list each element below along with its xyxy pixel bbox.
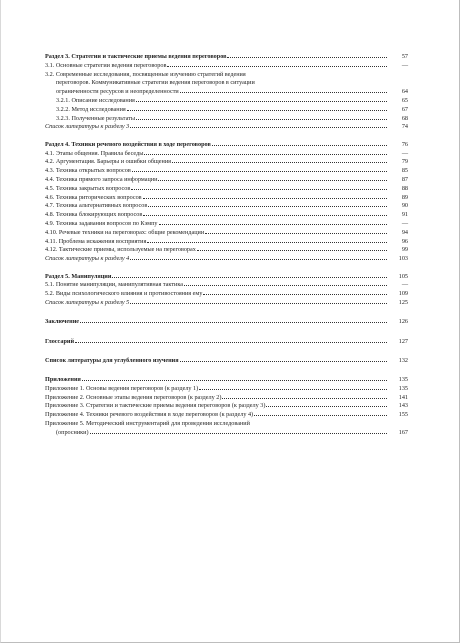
toc-entry-multiline — [45, 71, 408, 97]
entry-title: Приложение 3. Стратегии и тактические приемы ведения переговоров (к разделу 3) — [45, 402, 266, 410]
entry-title: 3.2.2. Метод исследования — [56, 105, 126, 113]
page-number: 109 — [398, 290, 408, 298]
entry-title: Список литературы к разделу 4 — [45, 255, 130, 263]
page-number: 135 — [398, 376, 408, 384]
dot-leader — [144, 154, 387, 155]
toc-entry — [45, 62, 408, 71]
section-title: Раздел 4. Техники речевого воздействия в ходе переговоров — [45, 140, 211, 148]
dot-leader — [203, 294, 387, 295]
entry-title: Приложение 4. Техники речевого воздействия в ходе переговоров (к разделу 4) — [45, 411, 254, 419]
page-number: 74 — [401, 123, 408, 131]
entry-title-line: (опросники) — [56, 428, 89, 436]
dot-leader — [112, 277, 387, 278]
dot-leader — [131, 189, 387, 190]
toc-references-entry — [45, 123, 408, 132]
page-number: 68 — [401, 114, 408, 122]
page-number: 132 — [398, 356, 408, 364]
dot-leader — [143, 215, 387, 216]
entry-title: 3.1. Основные стратегии ведения переговоров — [45, 61, 167, 69]
toc-glossary — [45, 338, 408, 347]
dot-leader — [212, 145, 387, 146]
dot-leader — [184, 285, 387, 286]
dot-leader — [172, 162, 387, 163]
toc-entry — [45, 290, 408, 299]
page-number: 88 — [401, 184, 408, 192]
dot-leader — [136, 101, 387, 102]
toc-section-5-heading — [45, 273, 408, 282]
page-number: 105 — [398, 272, 408, 280]
page-number: 143 — [398, 402, 408, 410]
section-title: Раздел 3. Стратегии и тактические приемы ведения переговоров — [45, 53, 227, 60]
page-number: 127 — [398, 337, 408, 345]
toc-conclusion — [45, 318, 408, 327]
dot-leader — [148, 206, 387, 207]
section-title: Приложения — [45, 376, 81, 384]
page-number: 167 — [398, 428, 408, 436]
entry-title-line: ограниченности ресурсов и неопределенности — [56, 88, 179, 96]
entry-title: 4.7. Техника альтернативных вопросов — [45, 202, 148, 210]
toc-entry — [45, 281, 408, 290]
toc-further-reading — [45, 357, 408, 366]
page-number: 76 — [401, 140, 408, 148]
dot-leader — [180, 92, 387, 93]
dot-leader — [143, 198, 387, 199]
toc-entry — [45, 158, 408, 167]
toc-entry — [45, 246, 408, 255]
dot-leader — [167, 66, 387, 67]
toc-entry — [45, 167, 408, 176]
toc-subentry — [45, 115, 408, 124]
entry-title-line: 3.2. Современные исследования, посвященные изучению стратегий ведения — [45, 70, 246, 78]
entry-title: 3.2.3. Полученные результаты — [56, 114, 136, 122]
table-of-contents — [45, 53, 408, 438]
page-number: 99 — [401, 246, 408, 254]
dot-leader — [222, 398, 387, 399]
dot-leader — [205, 233, 387, 234]
page-number: 67 — [401, 105, 408, 113]
dot-leader — [180, 361, 387, 362]
page-number: 126 — [398, 318, 408, 326]
page-number: — — [401, 219, 408, 227]
page-number: 57 — [401, 53, 408, 60]
page-number: 91 — [401, 211, 408, 219]
page-number: 141 — [398, 393, 408, 401]
entry-title: 4.10. Речевые техники на переговорах: общие рекомендации — [45, 228, 205, 236]
dot-leader — [158, 180, 387, 181]
chapter-title: Заключение — [45, 318, 80, 326]
toc-section-3-heading — [45, 53, 408, 62]
toc-appendices-heading — [45, 376, 408, 385]
entry-title: 4.6. Техника риторических вопросов — [45, 193, 142, 201]
toc-appendix-entry — [45, 394, 408, 403]
page-number: 89 — [401, 193, 408, 201]
toc-entry — [45, 229, 408, 238]
page-number: 90 — [401, 202, 408, 210]
dot-leader — [266, 406, 387, 407]
dot-leader — [227, 57, 387, 58]
entry-title: 4.8. Техника блокирующих вопросов — [45, 211, 143, 219]
entry-title: Приложение 1. Основы ведения переговоров (к разделу 1) — [45, 384, 199, 392]
toc-entry — [45, 194, 408, 203]
page-number: 96 — [401, 237, 408, 245]
entry-title: 4.5. Техника закрытых вопросов — [45, 184, 131, 192]
page-number: 65 — [401, 96, 408, 104]
dot-leader — [159, 224, 388, 225]
page-number: 79 — [401, 158, 408, 166]
toc-appendix-entry — [45, 402, 408, 411]
toc-entry — [45, 202, 408, 211]
page-number: 64 — [401, 88, 408, 96]
toc-section-4-heading — [45, 141, 408, 150]
entry-title: Список литературы к разделу 3 — [45, 123, 130, 131]
entry-title-line: Приложение 5. Методический инструментарий для проведения исследований — [45, 420, 250, 428]
dot-leader — [199, 389, 387, 390]
entry-title: 4.2. Аргументация. Барьеры и ошибки общения — [45, 158, 172, 166]
chapter-title: Глоссарий — [45, 337, 75, 345]
entry-title: 4.12. Тактические приемы, используемые на переговорах — [45, 246, 196, 254]
page-number: 155 — [398, 411, 408, 419]
dot-leader — [82, 380, 387, 381]
entry-title-line: переговоров. Коммуникативные стратегии ведения переговоров в ситуации — [56, 79, 255, 87]
entry-title: 4.3. Техника открытых вопросов — [45, 167, 131, 175]
dot-leader — [130, 127, 387, 128]
toc-references-entry — [45, 255, 408, 264]
page-number: 103 — [398, 255, 408, 263]
toc-entry — [45, 220, 408, 229]
entry-title: Список литературы к разделу 5 — [45, 298, 130, 306]
entry-title: 4.4. Техника прямого запроса информации — [45, 175, 158, 183]
section-title: Раздел 5. Манипуляции — [45, 272, 112, 280]
toc-entry — [45, 150, 408, 159]
toc-entry — [45, 211, 408, 220]
dot-leader — [136, 119, 387, 120]
toc-subentry — [45, 97, 408, 106]
dot-leader — [130, 259, 387, 260]
dot-leader — [130, 303, 387, 304]
toc-references-entry — [45, 299, 408, 308]
toc-appendix-entry — [45, 385, 408, 394]
toc-subentry — [45, 106, 408, 115]
dot-leader — [132, 171, 387, 172]
entry-title: 5.1. Понятие манипуляции, манипулятивная тактика — [45, 281, 184, 289]
page-number: 135 — [398, 384, 408, 392]
dot-leader — [147, 242, 387, 243]
dot-leader — [90, 433, 387, 434]
page-number: 94 — [401, 228, 408, 236]
dot-leader — [254, 415, 387, 416]
page-number: 87 — [401, 175, 408, 183]
toc-entry — [45, 238, 408, 247]
page-number: 125 — [398, 298, 408, 306]
toc-entry — [45, 176, 408, 185]
dot-leader — [80, 322, 387, 323]
entry-title: 3.2.1. Описание исследования — [56, 96, 135, 104]
page-number: 85 — [401, 167, 408, 175]
dot-leader — [127, 110, 387, 111]
entry-title: 4.11. Проблема искажения восприятия — [45, 237, 147, 245]
toc-appendix-entry — [45, 411, 408, 420]
entry-title: 4.1. Этапы общения. Правила беседы — [45, 149, 144, 157]
page-number: — — [401, 149, 408, 157]
page-number: — — [401, 281, 408, 289]
dot-leader — [197, 250, 387, 251]
entry-title: 5.2. Виды психологического влияния и противостояния ему — [45, 290, 203, 298]
chapter-title: Список литературы для углубленного изучения — [45, 356, 179, 364]
toc-appendix-entry-multiline — [45, 420, 408, 438]
page-number: — — [401, 61, 408, 69]
entry-title: 4.9. Техника задавания вопросов по Кэмпу — [45, 219, 158, 227]
entry-title: Приложение 2. Основные этапы ведения переговоров (к разделу 2) — [45, 393, 222, 401]
dot-leader — [75, 342, 387, 343]
toc-entry — [45, 185, 408, 194]
